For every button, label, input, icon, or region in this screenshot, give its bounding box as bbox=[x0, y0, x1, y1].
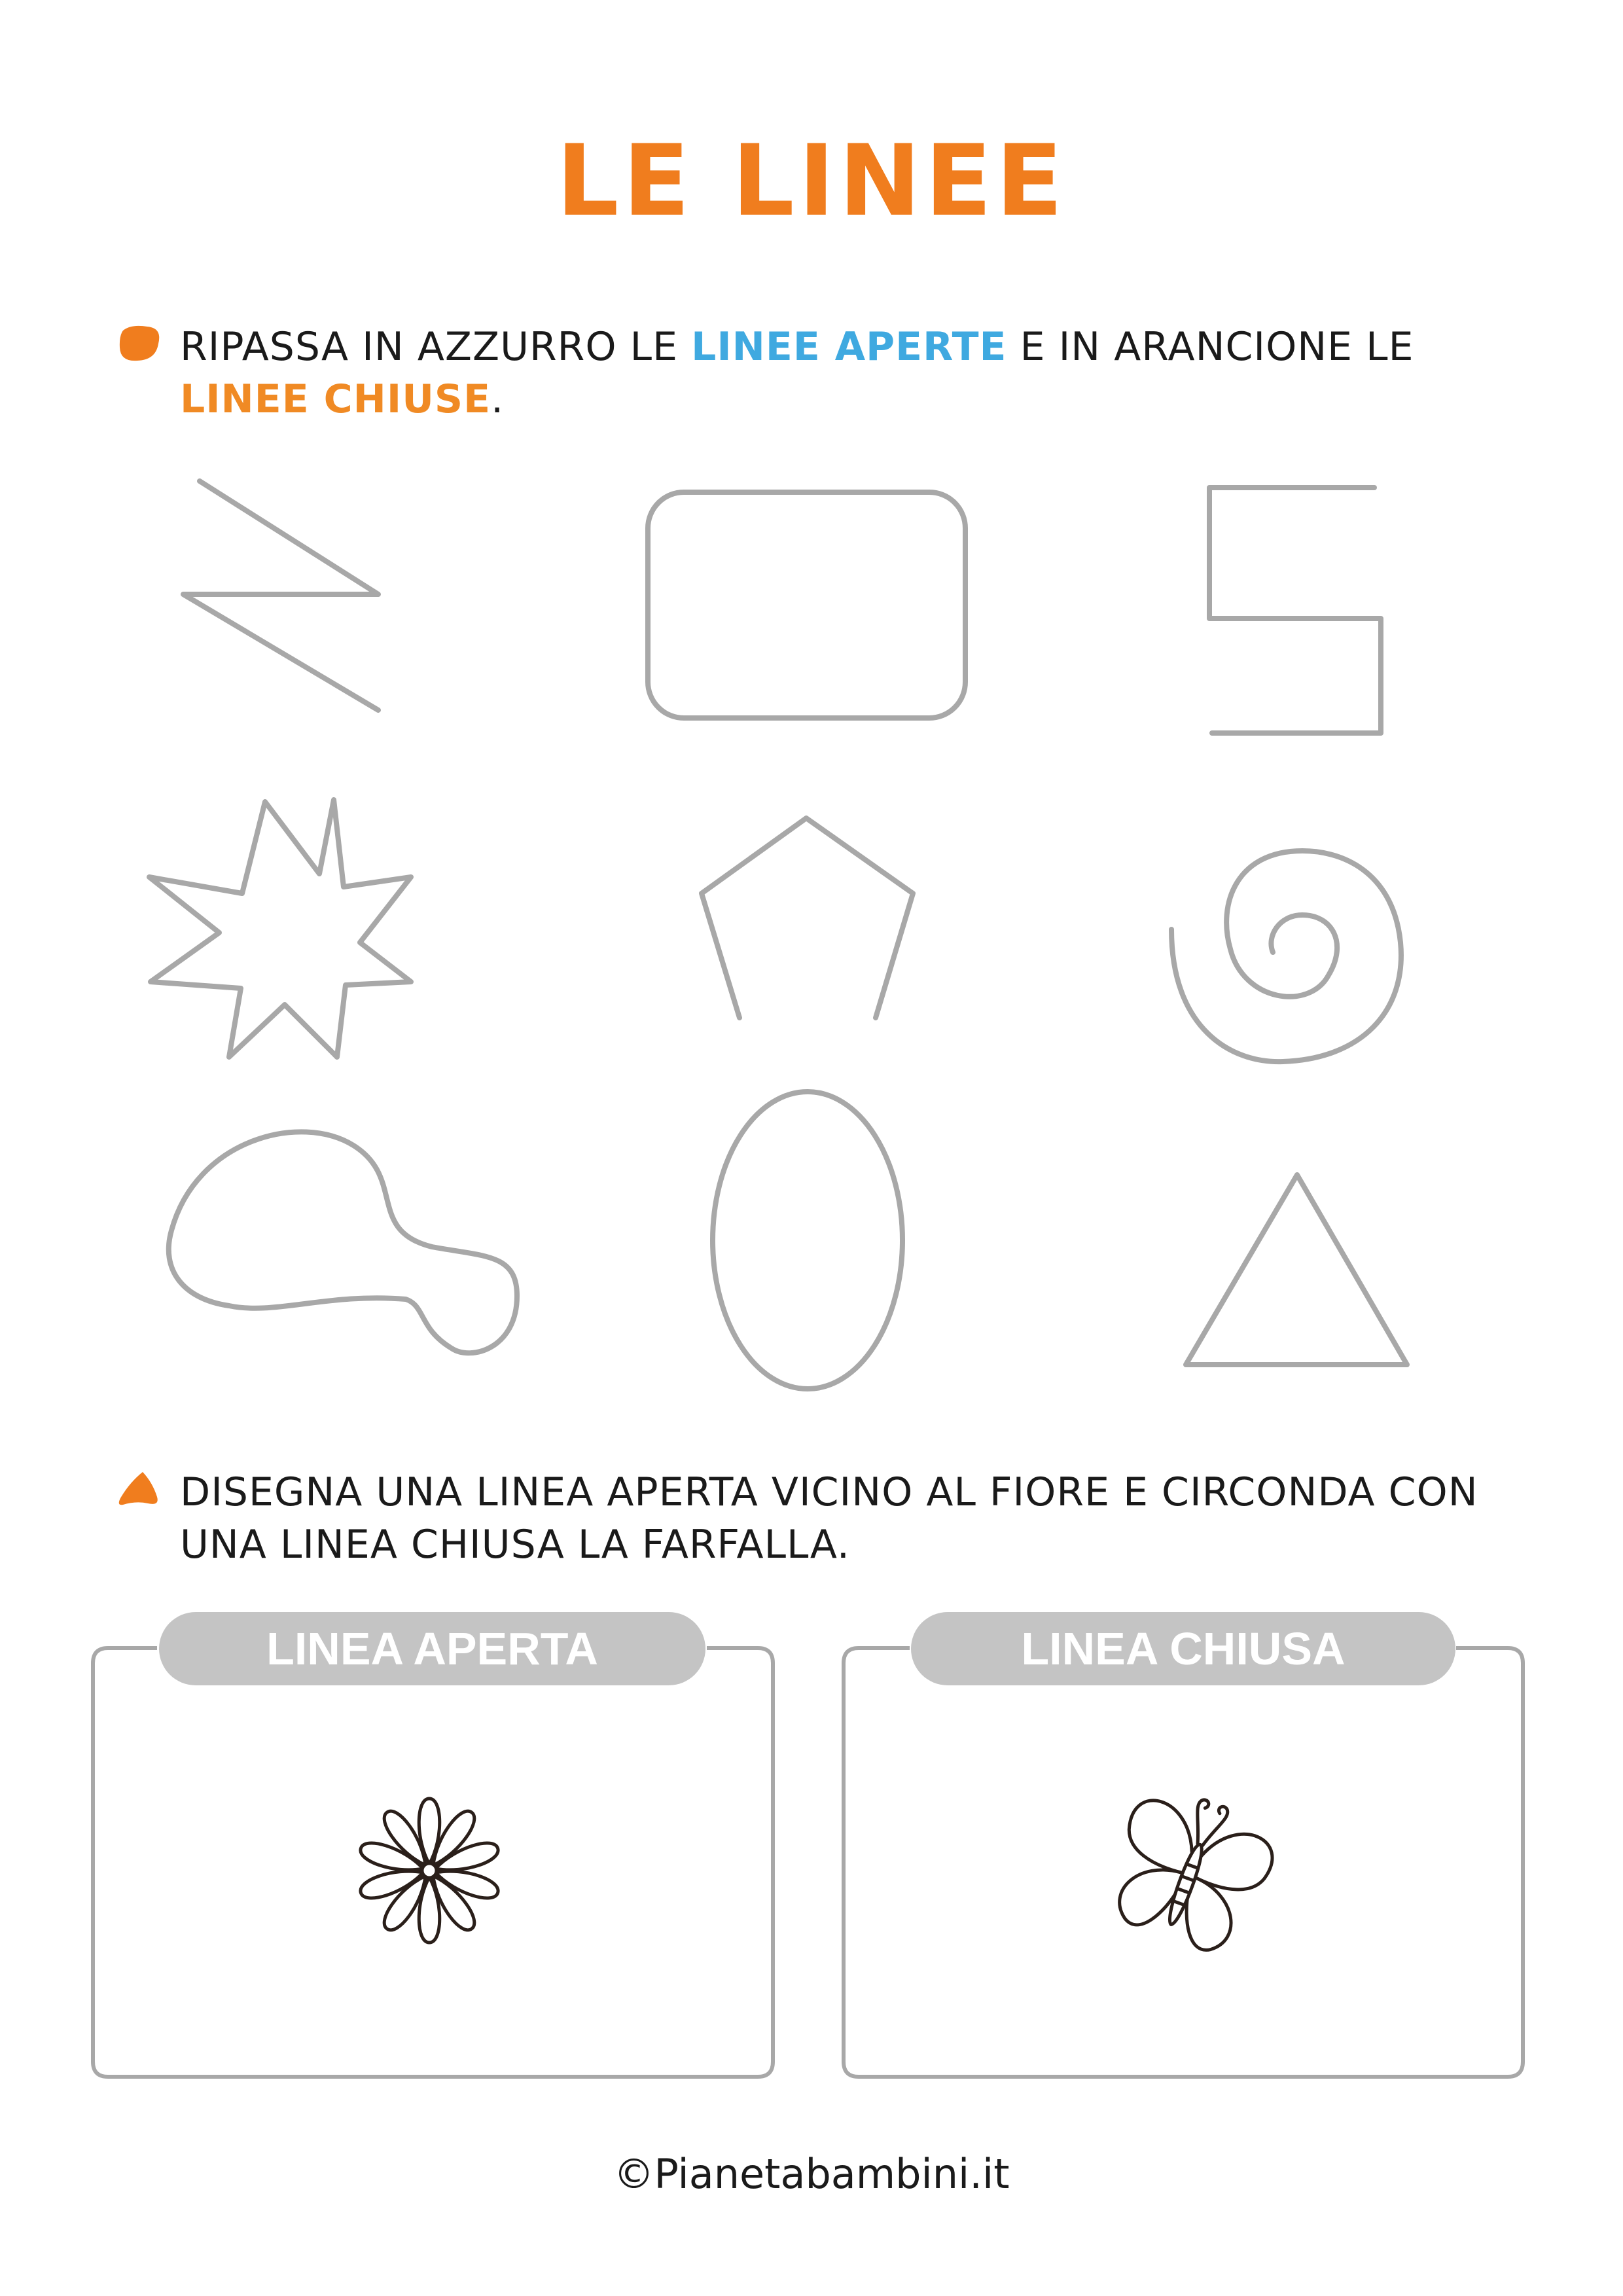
instruction-2-line-1: DISEGNA UNA LINEA APERTA VICINO AL FIORE E CIRCONDA CON bbox=[180, 1469, 1478, 1515]
page-title: LE LINEE bbox=[556, 124, 1067, 238]
pentagon-open-line bbox=[702, 818, 913, 1018]
rounded-rectangle-closed-line bbox=[648, 492, 965, 718]
open-lines-highlight: LINEE APERTE bbox=[691, 324, 1007, 370]
panel-open-label: LINEA APERTA bbox=[159, 1612, 705, 1685]
blob-closed-line bbox=[169, 1132, 517, 1353]
panel-closed-frame bbox=[844, 1648, 1523, 2077]
zigzag-open-line bbox=[183, 481, 378, 710]
copyright-footer: ©Pianetabambini.it bbox=[613, 2150, 1010, 2198]
instruction-1-text-a: RIPASSA IN AZZURRO LE bbox=[180, 324, 692, 370]
spiral-open-line bbox=[1171, 851, 1401, 1062]
instruction-1-text-b: E IN ARANCIONE LE bbox=[1007, 324, 1414, 370]
triangle-closed-line bbox=[1186, 1175, 1407, 1365]
flower-icon bbox=[358, 1799, 501, 1943]
instruction-1-text-c: . bbox=[491, 376, 505, 422]
star-closed-line bbox=[149, 800, 411, 1057]
instruction-2-line-2: UNA LINEA CHIUSA LA FARFALLA. bbox=[180, 1522, 850, 1568]
panel-closed-label: LINEA CHIUSA bbox=[911, 1612, 1455, 1685]
butterfly-icon bbox=[1097, 1778, 1285, 1962]
closed-lines-highlight: LINEE CHIUSE bbox=[180, 376, 491, 422]
step-open-line bbox=[1209, 488, 1381, 733]
oval-closed-line bbox=[713, 1092, 902, 1389]
